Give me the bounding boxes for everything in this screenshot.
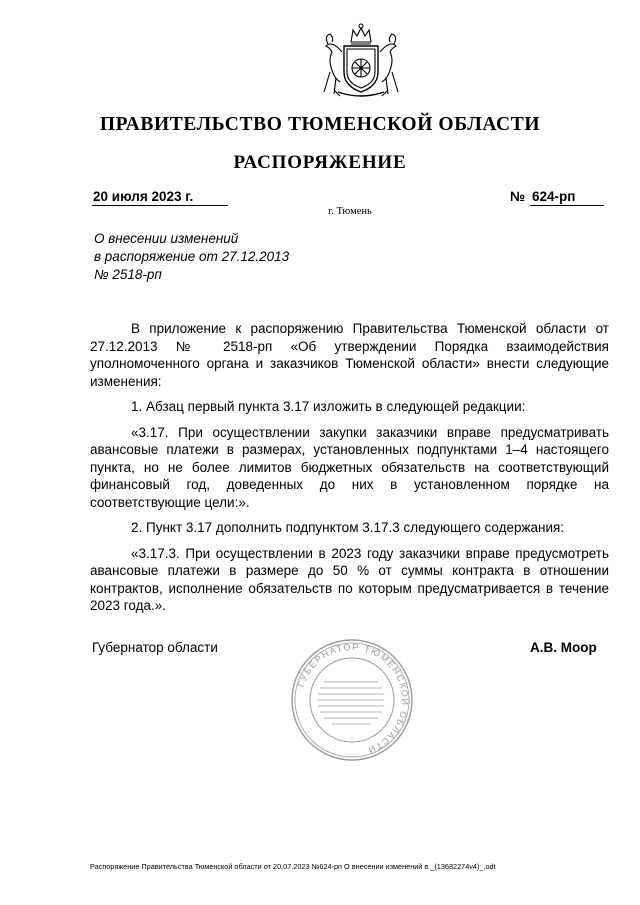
signer-name: А.В. Моор (530, 640, 597, 655)
document-subject (94, 230, 289, 284)
body-paragraph: 2. Пункт 3.17 дополнить подпунктом 3.17.3 следующего содержания: (131, 520, 565, 535)
signer-position: Губернатор области (92, 640, 218, 655)
document-body (90, 320, 609, 623)
body-paragraph: «3.17. При осуществлении закупки заказчики вправе предусматривать авансовые платежи в размерах, установленных подпунктами 1–4 настоящего пункта, но не более лимитов бюджетных обязательств на соответствующий финансовый год, доведенных до них в установленном порядке на соответствующие цели:». (90, 424, 609, 510)
subject-line: О внесении изменений (94, 231, 239, 246)
document-date: 20 июля 2023 г. (93, 189, 194, 204)
number-sign: № (510, 189, 526, 204)
footer-filename: Распоряжение Правительства Тюменской области от 20.07.2023 №624-рп О внесении изменений в _(13682274v4)_.odt (90, 862, 496, 871)
body-paragraph: 1. Абзац первый пункта 3.17 изложить в следующей редакции: (131, 399, 526, 414)
city-label: г. Тюмень (328, 206, 372, 217)
coat-of-arms-icon (314, 22, 408, 102)
organization-title: ПРАВИТЕЛЬСТВО ТЮМЕНСКОЙ ОБЛАСТИ (99, 114, 541, 135)
subject-line: в распоряжение от 27.12.2013 (94, 249, 290, 264)
body-paragraph: «3.17.3. При осуществлении в 2023 году заказчики вправе предусмотреть авансовые платежи в размере до 50 % от суммы контракта в отношении контрактов, исполнение обязательств по которым предусматривается в течение 2023 года.». (90, 545, 609, 613)
official-seal-icon (288, 636, 416, 764)
document-type-title: РАСПОРЯЖЕНИЕ (233, 152, 407, 173)
body-paragraph: В приложение к распоряжению Правительства Тюменской области от 27.12.2013 № 2518-рп «Об утверждении Порядка взаимодействия уполномоченного органа и заказчиков Тюменской области» внести следующие изменения: (90, 321, 609, 389)
subject-line: № 2518-рп (94, 267, 162, 282)
seal-text: ГУБЕРНАТОР ТЮМЕНСКОЙ ОБЛАСТИ (295, 641, 411, 756)
document-number: 624-рп (532, 189, 576, 204)
